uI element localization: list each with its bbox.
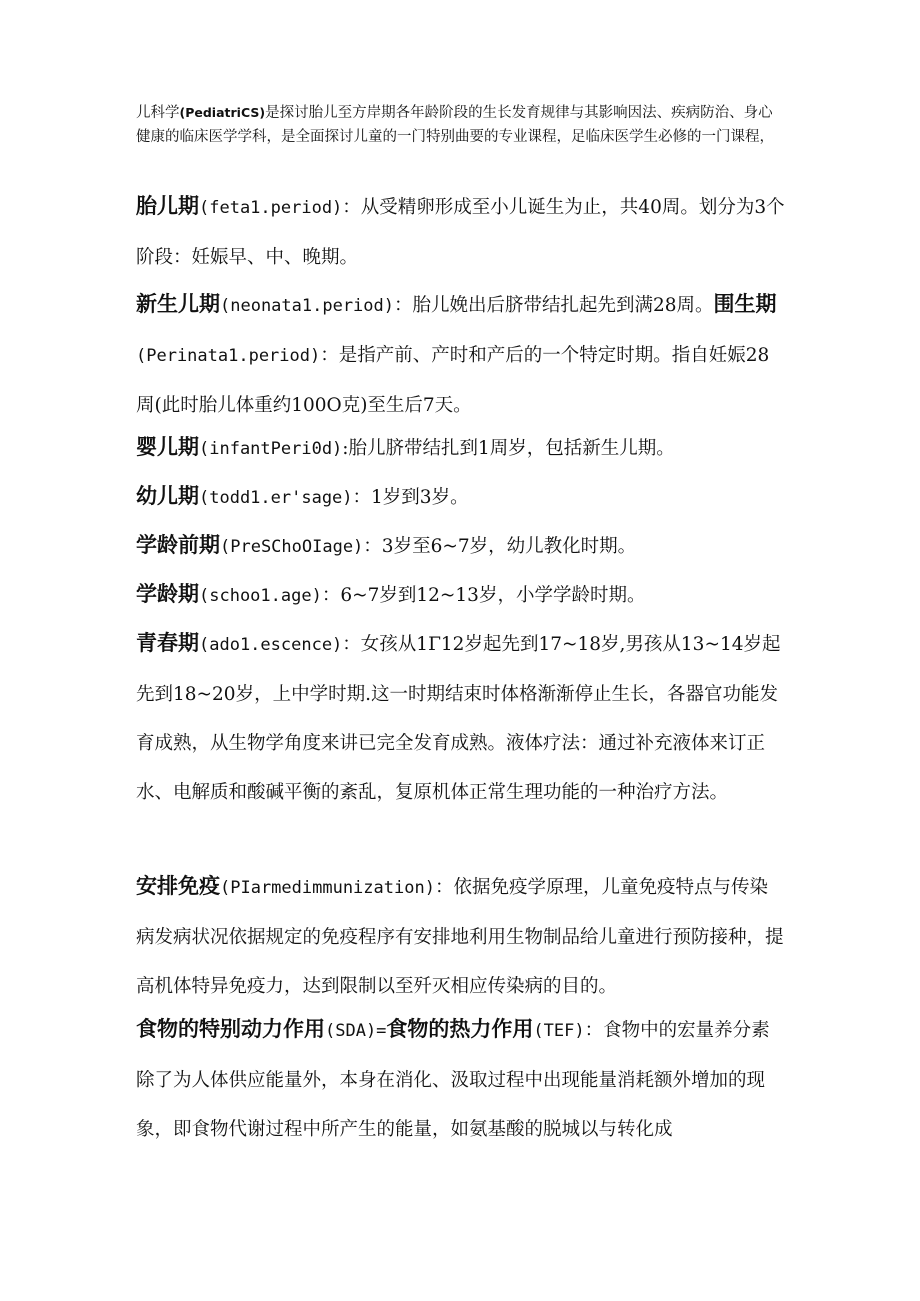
intro-paragraph <box>136 101 786 149</box>
definition-school-age <box>136 570 786 621</box>
definition-neonatal-period <box>136 280 786 430</box>
definition-planned-immunization <box>136 862 786 1011</box>
term: 新生儿期 <box>136 292 220 316</box>
term-english: (SDA)= <box>325 1021 387 1041</box>
definition-text: ：从受精卵形成至小儿诞生为止，共40周。划分为3个阶段：妊娠早、中、晚期。 <box>136 197 785 268</box>
definition-specific-dynamic-action <box>136 1005 786 1154</box>
definition-text: ：食物中的宏量养分素除了为人体供应能量外，本身在消化、汲取过程中出现能量消耗额外增加的现象，即食物代谢过程中所产生的能量，如氨基酸的脱城以与转化成 <box>136 1020 770 1140</box>
term-english: (PreSChoOIage) <box>220 537 364 557</box>
definition-preschool-period <box>136 521 786 572</box>
term-perinatal: 围生期 <box>713 292 777 316</box>
term-thermic-effect: 食物的热力作用 <box>386 1017 534 1041</box>
term-english: (infantPeri0d) <box>199 439 343 459</box>
term: 胎儿期 <box>136 194 199 218</box>
term-english: (PIarmedimmunization) <box>220 878 435 898</box>
intro-term-english: (PediatriCS) <box>179 105 266 120</box>
term-english-thermic-effect: (TEF) <box>533 1021 585 1041</box>
term-english: (ado1.escence) <box>199 635 343 655</box>
term-english: (neonata1.period) <box>220 296 394 316</box>
term-english: (feta1.period) <box>199 198 343 218</box>
definition-toddler-period <box>136 472 786 523</box>
term: 食物的特别动力作用 <box>136 1017 325 1041</box>
term: 安排免疫 <box>136 874 220 898</box>
definition-text: ：3岁至6~7岁，幼儿教化时期。 <box>363 536 637 557</box>
term-english: (todd1.er'sage) <box>199 488 353 508</box>
term: 学龄前期 <box>136 533 220 557</box>
definition-text: ：1岁到3岁。 <box>352 487 469 508</box>
definition-text: :胎儿脐带结扎到1周岁，包括新生儿期。 <box>342 438 675 459</box>
definition-text: ：女孩从1Γ12岁起先到17~18岁,男孩从13~14岁起先到18~20岁，上中学时期.这一时期结束时体格渐渐停止生长，各器官功能发育成熟，从生物学角度来讲已完全发育成熟。液体疗法：通过补充液体来订正水、电解质和酸碱平衡的紊乱，复原机体正常生理功能的一种治疗方法。 <box>136 634 781 803</box>
definition-text-perinatal: ：是指产前、产时和产后的一个特定时期。指自妊娠28周(此时胎儿体重约100O克)至生后7天。 <box>136 345 770 416</box>
term: 学龄期 <box>136 582 199 606</box>
definition-text: ：胎儿娩出后脐带结扎起先到满28周。 <box>394 295 714 316</box>
definition-text: ：6~7岁到12~13岁，小学学龄时期。 <box>321 585 646 606</box>
definition-infant-period <box>136 423 786 474</box>
term: 幼儿期 <box>136 484 199 508</box>
term-english: (schoo1.age) <box>199 586 322 606</box>
definition-fetal-period <box>136 182 786 282</box>
term-english-perinatal: (Perinata1.period) <box>136 346 321 366</box>
term: 婴儿期 <box>136 435 199 459</box>
definition-adolescence <box>136 619 786 817</box>
definition-text: ：依据免疫学原理，儿童免疫特点与传染病发病状况依据规定的免疫程序有安排地利用生物制品给儿童进行预防接种，提高机体特异免疫力，达到限制以至歼灭相应传染病的目的。 <box>136 877 784 997</box>
term: 青春期 <box>136 631 199 655</box>
intro-text: 是探讨胎儿至方岸期各年龄阶段的生长发育规律与其影响因法、疾病防治、身心健康的临床医学学科，是全面探讨儿童的一门特别曲要的专业课程，足临床医学生必修的一门课程， <box>136 105 774 145</box>
intro-term: 儿科学 <box>136 105 180 121</box>
